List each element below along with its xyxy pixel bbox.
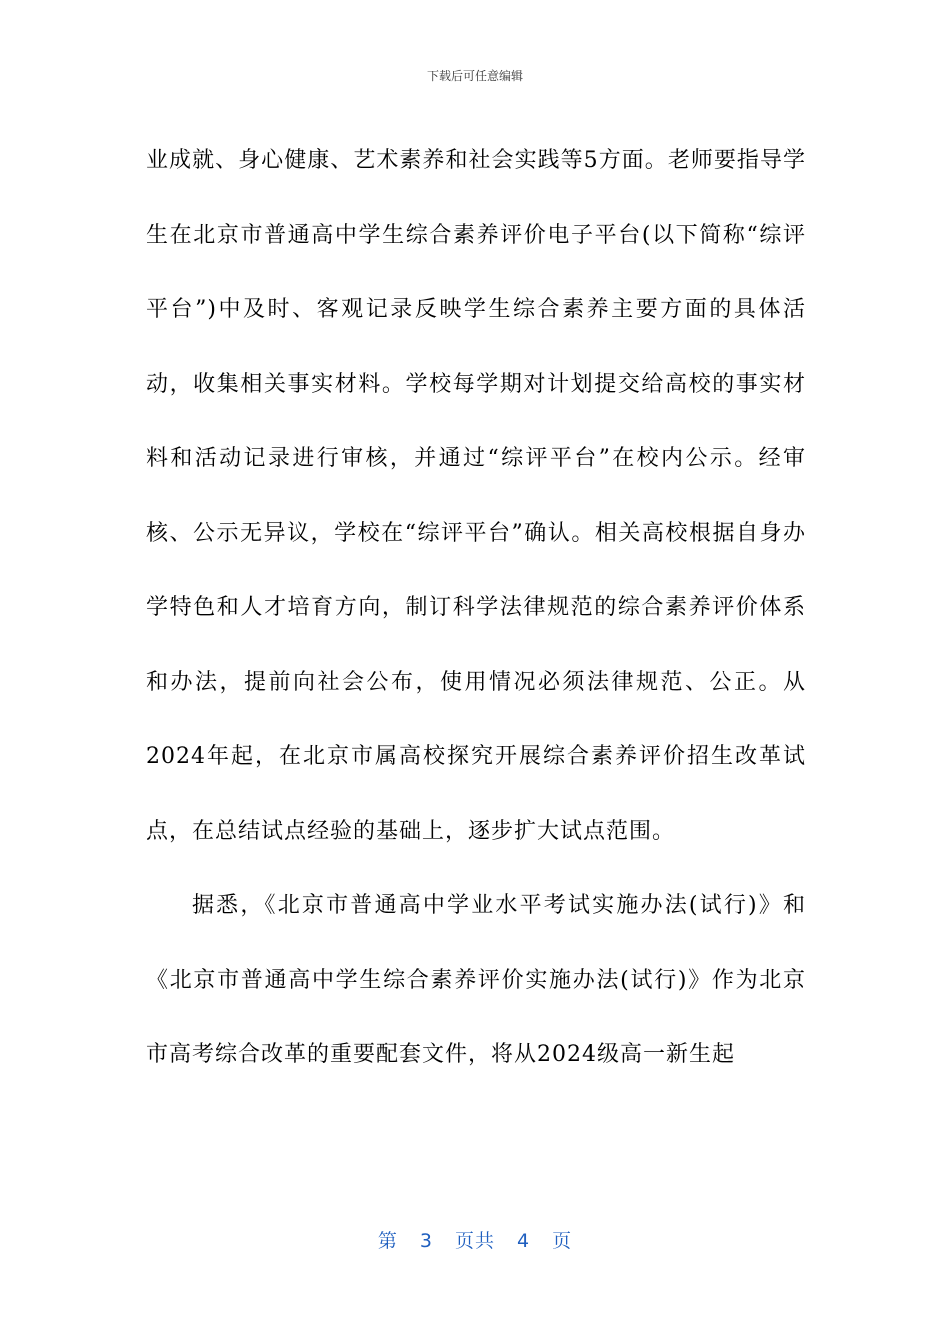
page-footer [0,1226,950,1253]
current-page-number: 3 [419,1230,433,1252]
paragraph-2: 据悉，《北京市普通高中学业水平考试实施办法(试行)》和《北京市普通高中学生综合素养评价实施办法(试行)》作为北京市高考综合改革的重要配套文件，将从2024级高一新生起 [146,893,806,1067]
document-body [146,124,806,1093]
footer-suffix: 页 [552,1230,573,1252]
paragraph-1: 业成就、身心健康、艺术素养和社会实践等5方面。老师要指导学生在北京市普通高中学生综合素养评价电子平台(以下简称“综评平台”)中及时、客观记录反映学生综合素养主要方面的具体活动，收集相关事实材料。学校每学期对计划提交给高校的事实材料和活动记录进行审核，并通过“综评平台”在校内公示。经审核、公示无异议，学校在“综评平台”确认。相关高校根据自身办学特色和人才培育方向，制订科学法律规范的综合素养评价体系和办法，提前向社会公布，使用情况必须法律规范、公正。从2024年起，在北京市属高校探究开展综合素养评价招生改革试点，在总结试点经验的基础上，逐步扩大试点范围。 [146,148,806,844]
footer-middle: 页共 [454,1230,495,1252]
footer-prefix: 第 [377,1230,398,1252]
page-header-note: 下载后可任意编辑 [426,69,523,83]
total-pages-number: 4 [517,1230,531,1252]
